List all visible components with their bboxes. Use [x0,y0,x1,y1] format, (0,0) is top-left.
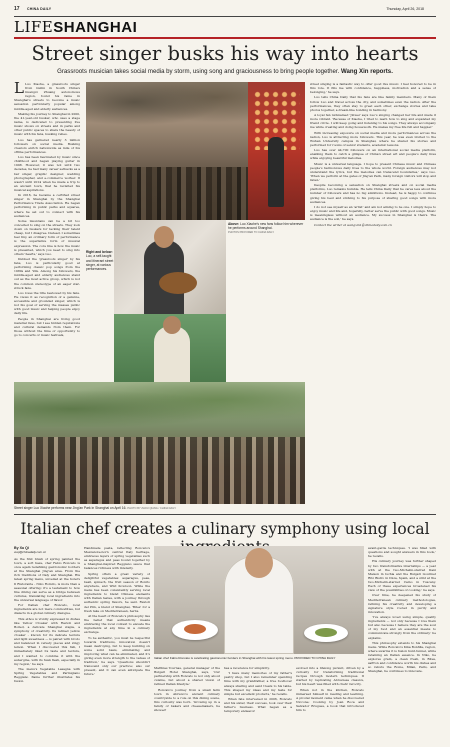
story2-column-4 [224,666,292,743]
story2-para: 'I have many memories of my father's pastry shop, but I also remember spending time with my grandfather, a true foodlover always sharing and send treats to his table. This shaped my ideas and my taste for simple but excellent products,' he recalls. [224,671,292,696]
drop-cap: L [14,82,24,97]
story1-para: With increasing exposure on social media and more performances across the nation, Luo is attracting more followers. This year, he was even invited to the Wuhan University campus in Shanghai, where he shared his stories and performed for rooms of senior students, academic lessons. [310,130,436,147]
story1-para: street singing is a fantastic way to offer good live music. I feel honored to be in this role. It fills me with confidence, happiness, motivation and a sense of belonging,' he says. [310,82,436,95]
story-divider [14,514,436,515]
story2-para: evolved into a lifelong pursuit, driven by a curiosity for transforming traditional recipes through modern techniques. It started by replicating Abruzzese classics, but his heart was filled with chefs' ferocity. [296,666,364,687]
section-name: SHANGHAI [53,19,138,36]
china-daily-logo: CHINA DAILY [27,6,52,11]
story1-para: Dubbed the 'grassroots singer' by his fans, Luo is particularly good at performing classic pop songs from the 1980s and '90s. Among his followers, the middle-aged and elderly audiences stand out as the most active group, which is not the common stereotype of an eager star-struck fans. [14,256,80,290]
issue-date: Thursday, April 26, 2018 [386,6,424,11]
story1-byline: Wang Xin reports. [340,68,393,75]
story1-para: Music is a universal language. I hope to present Chinese music and Chinese people's harmonious daily lives to the whole world. Foreign audiences may not understand the lyrics, but the melodies can transcend boundaries,' says Luo. 'When we perform at the gates of Jing'an Park, many foreign visitors will stop and listen.' [310,161,436,182]
photo-dish-food [184,624,206,634]
story2-para: avant-garde techniques. 'I was filled with questions and sought answers in this book,' he recalls. [368,546,436,559]
story1-para: Luo loves the title bestowed by his fans. He views it as recognition of a genuine, accessible and grounded singer, which is not his goal of serving the masses public with good music and helping people enjoy daily life. [14,290,80,316]
story2-para: Handmade pasta, reflecting Roncato's Mezzanote-born central Italy heritage, embraces layers of spring vegetables such as asparagus and peas bound together by a Shanghai-inspired Reggiano sauce that balances richness with intensity. [84,546,150,571]
story2-byline [14,546,80,554]
story1-deck [14,68,436,76]
story1-para: Despite becoming a sensation on Shanghai streets and on social media platforms, Luo remains humble. He tells China Daily that he cares less about the number of followers and has no big ambitions. Instead, he is happy to continue giving his best and sticking to his purpose of sharing good songs with more audiences. [310,183,436,204]
photo-caption-label: Above: [228,222,240,226]
story1-para: Making his journey to Shanghai in 2000, the 41-year-old busker, who uses a stage name, is dedicated to presenting live music shows on streets and in parks and other public spaces to share the beauty of music with his fans, busking relies. [14,111,80,137]
story2-para: Spring offers a great variety of delightful vegetables: asparagus, peas, basil, spinach, the fruit season of Bonito anywhere, and Wild Kowloon. While the menu has been consistently serving local ingredients to blend Chinese elements with Italian tastes, with a journey through authentic spring flavors, he said. Ravioli del Plin, a blend of Shanghai, 'Bites' for a fresh take on Mediterranean, herbs. [84,571,150,613]
photo-park-crowd [14,437,305,504]
story1-para: I do not see myself as an 'artist' and am not aiming to be one. I simply hope to enjoy music and life and, hopefully, better serve the public with good songs. Music is meaningless without an audience. My success in Shanghai is theirs. The audience is the soil,' he says. [310,204,436,222]
photo-mic-singer [154,326,190,382]
photo-tree-shapes [86,82,248,132]
story1-para-text: Luo Xiaohe, a grassroots singer from Guilin in South China's Guangxi Zhuang autonomous region, found his fame in Shanghai's streets to become a music sensation particularly popular among middle-aged and elderly audiences. [14,82,80,111]
story2-para: As the first blush of spring painted the town, a soft haze, chef Fabio Roncato is once again redefining gastronomic borders at the Shanghai Jing'an area. From the rich traditions of Italy and Shanghai. His latest spring menu, unveiled at the hotel's Il Ristorante - Niko Romito, is more than a seasonal offering; it's a testament to how fine dining can serve as a bridge between cultures, translating local ingredients into the universal language of flavor. [14,557,80,602]
story2-column-2 [84,546,150,743]
story2-para: This philosophy extends to his Shanghai menu. While Roncato's Kika Bonfille, region, where swarms it is fusion hunt-tunnel, while retaining an Italian essence. In Niko, he explores grain, a clean fresh, in Bites, saffron and confidence worth his dishes and so rebuts the Rome, Milan, Paris, and Shanghai, he continues to innovate. [368,640,436,674]
photo-sing-mic [114,314,226,382]
story2-para: Matthias Tournas, general manager of the Bulgari Hotel Shanghai, says, 'Our partnership with Roncato is not only about cuisine, but about a shared vision of refined Italian lifestyle.' [154,666,220,687]
story2-para: 'I've always loved using simple, quality ingredients — not only because I love them but also because I believe they are the soul of my food and an essential means to communicate strongly from the ordinary,' he explains. [368,615,436,640]
story2-para: The menu's Vegetable Lasagna with Spring Vegetables and Parmigiano Reggiano flame further illustrates his fusion. [14,667,80,684]
story2-para: At the heart of Roncato's philosophy lies the belief that authenticity means embracing the local context to elevate the ingredients at any time in a culinary exchange. [84,613,150,635]
photo-singer-stage [248,82,305,220]
story1-para: In 2016, he became a certified street singer in Shanghai by the Shanghai Performance Trade Association. He began performing in public parks and squares, where he set out to connect with his audiences. [14,193,80,218]
side-caption-text: Luo, a self-taught and itinerant street singer, at various performances. [86,254,114,272]
story1-headline: Street singer busks his way into hearts [31,42,419,65]
section-rule [14,37,436,39]
story2-column-1 [14,557,80,743]
section-title [14,19,137,36]
story1-para: Luo has garnered nearly 3 million followers on social media. Busking creators enrich nationwide as mile of his offline performances. [14,137,80,154]
story2-headline: Italian chef creates a culinary symphony using local [20,520,430,538]
story1-column-3 [310,82,436,506]
photo-credit: PHOTOS PROVIDED TO CHINA DAILY [228,231,275,235]
story2-byline-name: By Xu Qi [14,546,29,550]
story2-column-5 [296,666,364,743]
story2-para: When fate intervened in 2006, Roncato and his sister, their success, took over their father's business. What began as a temporary endeavor [224,697,292,714]
story2-para: His culinary journey was further shaped by two transformative internships — a year with at the two-Michelin-starred Dani Maison in Ischia and the Bulgari Gourmet Ritz Bistro in Ibiza, Spain, and a stint at the two-Michelin-starred Caino in Tuscany. Each of these experiences broadened his view of the possibilities of cooking,' he says. [368,559,436,593]
story1-para: People in Shanghai are living good material lives, but I see hidden reputations and cultural demands from them. For those without the time or opportunity to go to concerts or music festivals, [14,316,80,338]
story1-deck-text: Grassroots musician takes social media by storm, using song and graciousness to bring people together. [57,68,340,75]
side-caption [86,250,114,271]
photo-mic-head [163,316,181,334]
photo-singer-figure [268,137,284,207]
bottom-caption-text: Street singer Luo Xiaohe performs near Jing'an Park in Shanghai on April 16. [14,506,127,510]
photo-caption-text: Luo Xiaohe's new fans follow him wherever he performs around Shanghai. [228,222,304,231]
bottom-caption-credit: PHOTO BY ZHOU QIANG / CHINA DAILY [127,507,176,510]
story2-column-3 [154,666,220,743]
story1-para: Luo has over 44,700 followers on an international social media platform, enabling them to catch a glimpse of China's street art and people's daily lives while enjoying beautiful melodies. [310,148,436,161]
bottom-caption [14,506,314,511]
photo-chef-dish [154,546,364,654]
story2-photo-caption: Italian chef Fabio Roncato is celebrating gastronomic borders in Shanghai with his latest spring menu. PROVIDED TO CHINA DAILY [154,656,336,660]
story2-para: To be authentic, you must be respectful towards traditions, innovation doesn't mean destroying, but to keep building on some solid basis, eliminating and improving what can be eliminated, and it's giving even more strength to the values of tradition,' he says. 'Questions shouldn't transcend only our practice; also our present, and it can even anticipate the future.' [84,635,150,677]
photo-caption [228,222,304,236]
photo-crowd-shapes [86,167,248,220]
story1-para: A loyal fan nicknamed 'Jinwei' says Luo's singing changed her life and made it more vibrant. 'Because of Xiaohe, I tried to learn how to sing and expanded my friend circle. I will keep going and listening to his songs. They always accompany me while creating and doing housework. He makes my free life full and happier.' [310,113,436,130]
story2-para: For Italian chef Roncato, local ingredients are not mere commodities, but dialects in a global culinary dialogue. [14,603,80,616]
story2-para: When not in the kitchen, Roncato immersed himself in reading and learning. A pivotal moment came when he discovered Niccone; Cooking by Joan Roca and Salvador Brugues, a book that introduced him to [296,687,364,713]
story2-column-6 [368,546,436,743]
story1-contact: Contact the writer at wangxin1@chinadaily.com.cn [314,222,392,227]
header-rule [14,16,436,17]
story1-para: Luo tells China Daily that his fans are like family members. Many of them follow Luo and travel across the city, and sometimes even the nation. After the performances, they often stay to greet each other, exchange stories and take photos together, a dream-like bonding in harmony. [310,95,436,112]
photo-dish-food-2 [315,628,337,637]
story2-para: Roncato's journey from a small farm town in Abruzzo's ancient culinary countryside to a role on this dining scene, this curiosity was born. 'Growing up in a family of bakers and cheesemakers, he showed' [154,687,220,713]
photo-crowd-dusk [86,82,248,220]
story1-para [14,82,80,111]
story1-para: Some musicians can be a bit too conceited to sing on the streets. They look down on buskers for lacking their talent cheap, but I disagree. Instead, I sometimes feel tiny, an ordinary form of performance is the superlative form of musical expression. The core line is how the music is presented, which you need to sing into others' hearts,' says Luo. [14,218,80,256]
side-caption-label: Right and below: [86,250,113,254]
story2-byline-email: xuqi@chinadaily.com.cn [14,550,47,555]
photo-park-trees [14,382,305,427]
page-header [14,6,436,14]
section-prefix: LIFE [14,18,54,36]
story2-para: Over time, he deepened his study of Mediterranean culinary methodologies, refining his creativity and developing a signature style rooted in purity and innovation. [368,593,436,614]
story1-para: Luo has been fascinated by music since childhood and began playing guitar in 1998. However, it was not until two decades, he had many career setbacks as a bar singer, graphic designer, wedding photographer, and e-commerce worker. It wasn't until 2014 when he made a trip to an ancient town, that he revisited his musical aspirations. [14,155,80,192]
photo-crowd-park [14,382,305,504]
story2-para: has a reverence for simplicity. [224,666,270,670]
story2-para: This ethos is vividly expressed in dishes like Yellow Croaker with Ravioli and Boiled, a delicate Shanghai staple, a symphony of creativity. Its refined yellow croaker - known for its delicate texture and light sweetness — is paired with brodo and balanced in velvety pieces and zingy lemon. 'When I discovered this fish, I immediately liked its taste and texture, and I wanted to combine it with the aubergine, with its husk flesh, especially in my region,' he says. [14,616,80,666]
photo-guitar [159,272,197,294]
photo-chef-head [245,548,273,578]
photo-singer-head [154,226,174,248]
photo-singer-guitar [114,220,226,314]
page-number: 17 [14,6,20,12]
